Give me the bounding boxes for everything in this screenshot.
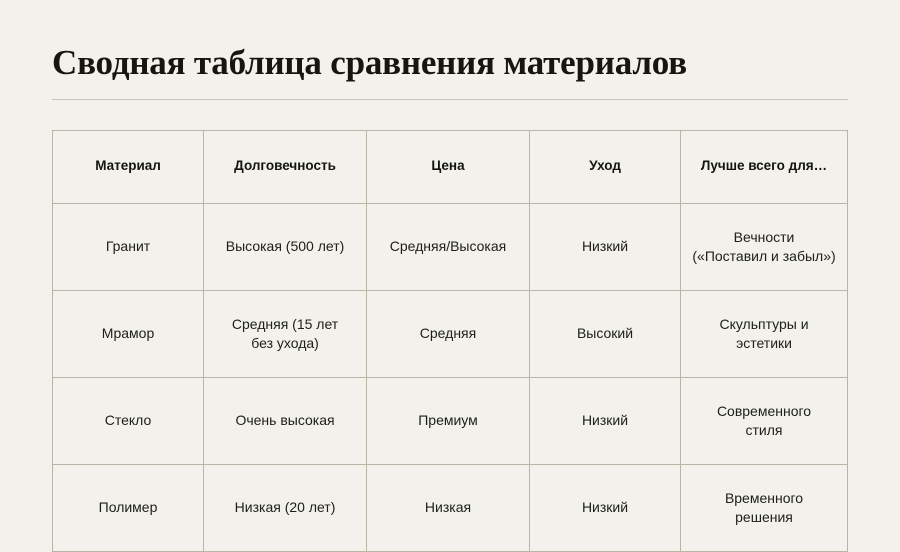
column-header-material: Материал bbox=[53, 130, 204, 203]
cell-durability: Низкая (20 лет) bbox=[204, 464, 367, 551]
table-body bbox=[53, 203, 848, 551]
column-header-price: Цена bbox=[367, 130, 530, 203]
cell-care: Низкий bbox=[529, 377, 680, 464]
table-row bbox=[53, 464, 848, 551]
cell-price: Средняя/Высокая bbox=[367, 203, 530, 290]
cell-best-for: Скульптуры и эстетики bbox=[681, 290, 848, 377]
cell-best-for: Временного решения bbox=[681, 464, 848, 551]
cell-durability: Высокая (500 лет) bbox=[204, 203, 367, 290]
table-row bbox=[53, 377, 848, 464]
cell-best-for: Современного стиля bbox=[681, 377, 848, 464]
title-divider bbox=[52, 99, 848, 100]
column-header-care: Уход bbox=[529, 130, 680, 203]
cell-care: Низкий bbox=[529, 203, 680, 290]
table-header bbox=[53, 130, 848, 203]
cell-price: Низкая bbox=[367, 464, 530, 551]
cell-care: Высокий bbox=[529, 290, 680, 377]
cell-material: Стекло bbox=[53, 377, 204, 464]
table-row bbox=[53, 290, 848, 377]
material-comparison-table bbox=[52, 130, 848, 552]
cell-best-for: Вечности («Поставил и забыл») bbox=[681, 203, 848, 290]
cell-material: Мрамор bbox=[53, 290, 204, 377]
cell-material: Полимер bbox=[53, 464, 204, 551]
page-title: Сводная таблица сравнения материалов bbox=[52, 43, 687, 82]
cell-durability: Очень высокая bbox=[204, 377, 367, 464]
cell-price: Средняя bbox=[367, 290, 530, 377]
column-header-best-for: Лучше всего для… bbox=[681, 130, 848, 203]
table-header-row bbox=[53, 130, 848, 203]
cell-material: Гранит bbox=[53, 203, 204, 290]
column-header-durability: Долговечность bbox=[204, 130, 367, 203]
cell-care: Низкий bbox=[529, 464, 680, 551]
cell-durability: Средняя (15 лет без ухода) bbox=[204, 290, 367, 377]
table-row bbox=[53, 203, 848, 290]
cell-price: Премиум bbox=[367, 377, 530, 464]
